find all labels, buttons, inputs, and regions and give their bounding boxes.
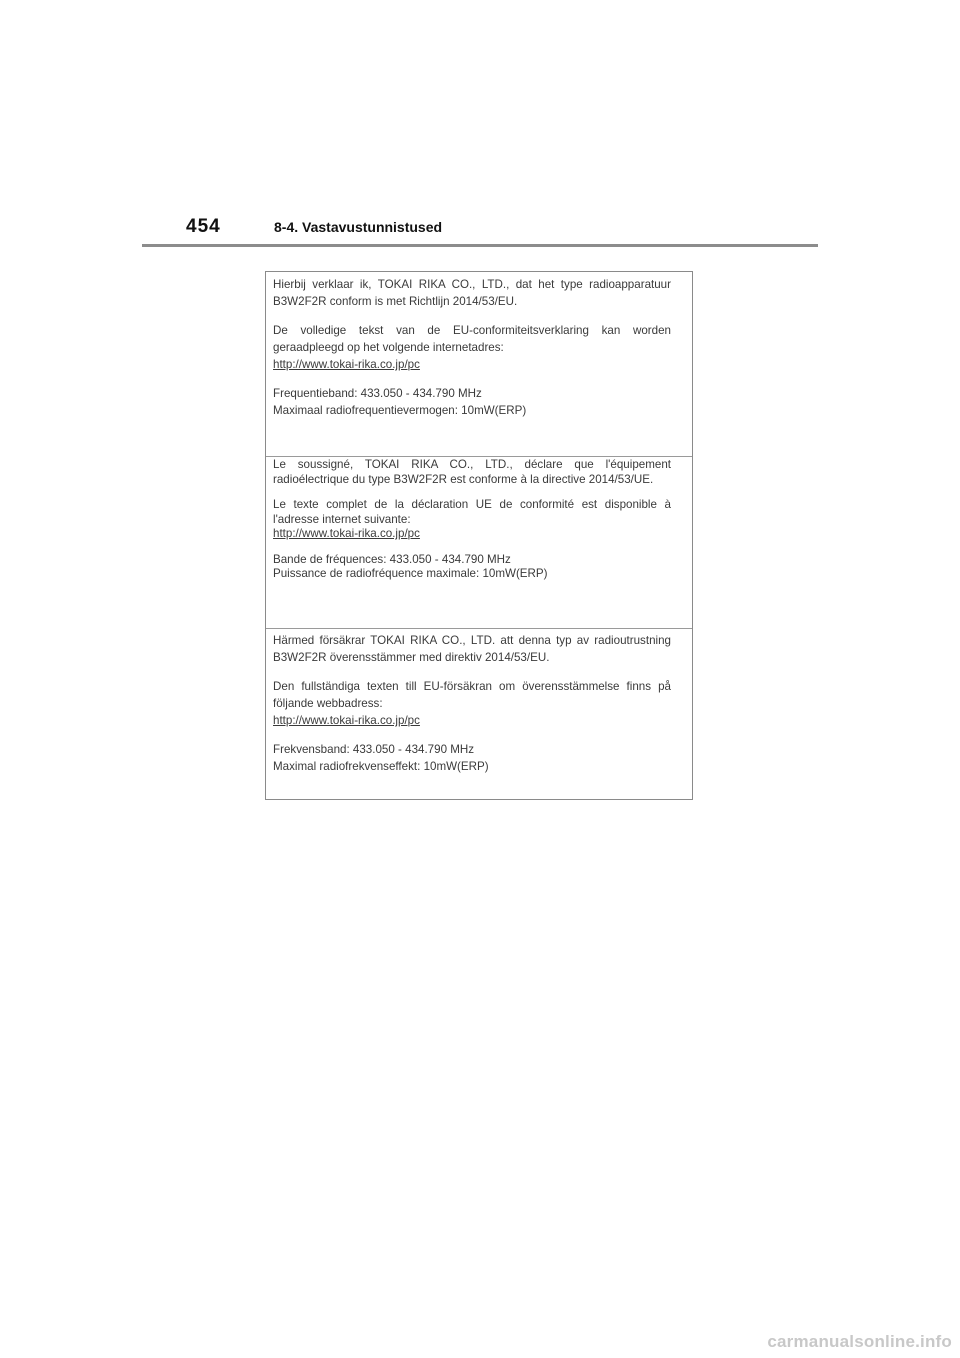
declaration-url-link[interactable]: http://www.tokai-rika.co.jp/pc [273, 714, 420, 727]
page-header [142, 214, 818, 246]
header-divider [142, 244, 818, 247]
full-text-info [273, 678, 671, 729]
full-text-info-text: De volledige tekst van de EU-conformiteitsverklaring kan worden geraadpleegd op het volgende internetadres: [273, 324, 671, 354]
radio-specs [273, 385, 671, 419]
frequency-band: Frequentieband: 433.050 - 434.790 MHz [273, 387, 482, 400]
radio-specs [273, 741, 671, 775]
declaration-statement: Härmed försäkrar TOKAI RIKA CO., LTD. att denna typ av radioutrustning B3W2F2R överensstämmer med direktiv 2014/53/EU. [273, 634, 671, 664]
full-text-info [273, 498, 671, 542]
declaration-section-french [266, 456, 692, 628]
max-power: Puissance de radiofréquence maximale: 10mW(ERP) [273, 567, 548, 580]
full-text-info-text: Le texte complet de la déclaration UE de conformité est disponible à l'adresse internet suivante: [273, 498, 671, 526]
declaration-of-conformity-box [265, 271, 693, 800]
declaration-section-swedish [266, 628, 692, 799]
declaration-section-dutch [266, 272, 692, 456]
page-number: 454 [186, 216, 221, 237]
declaration-url-link[interactable]: http://www.tokai-rika.co.jp/pc [273, 527, 420, 540]
frequency-band: Frekvensband: 433.050 - 434.790 MHz [273, 743, 475, 756]
frequency-band: Bande de fréquences: 433.050 - 434.790 MHz [273, 552, 511, 566]
max-power: Maximaal radiofrequentievermogen: 10mW(ERP) [273, 404, 527, 417]
declaration-statement: Hierbij verklaar ik, TOKAI RIKA CO., LTD., dat het type radioapparatuur B3W2F2R conform is met Richtlijn 2014/53/EU. [273, 278, 671, 308]
max-power: Maximal radiofrekvenseffekt: 10mW(ERP) [273, 760, 489, 773]
declaration-url-link[interactable]: http://www.tokai-rika.co.jp/pc [273, 358, 420, 371]
full-text-info-text: Den fullständiga texten till EU-försäkran om överensstämmelse finns på följande webbadress: [273, 680, 671, 710]
site-watermark: carmanualsonline.info [767, 1332, 952, 1351]
section-title: 8-4. Vastavustunnistused [274, 219, 443, 235]
radio-specs [273, 553, 671, 582]
full-text-info [273, 322, 671, 373]
declaration-statement: Le soussigné, TOKAI RIKA CO., LTD., déclare que l'équipement radioélectrique du type B3W2F2R est conforme à la directive 2014/53/UE. [273, 458, 671, 486]
